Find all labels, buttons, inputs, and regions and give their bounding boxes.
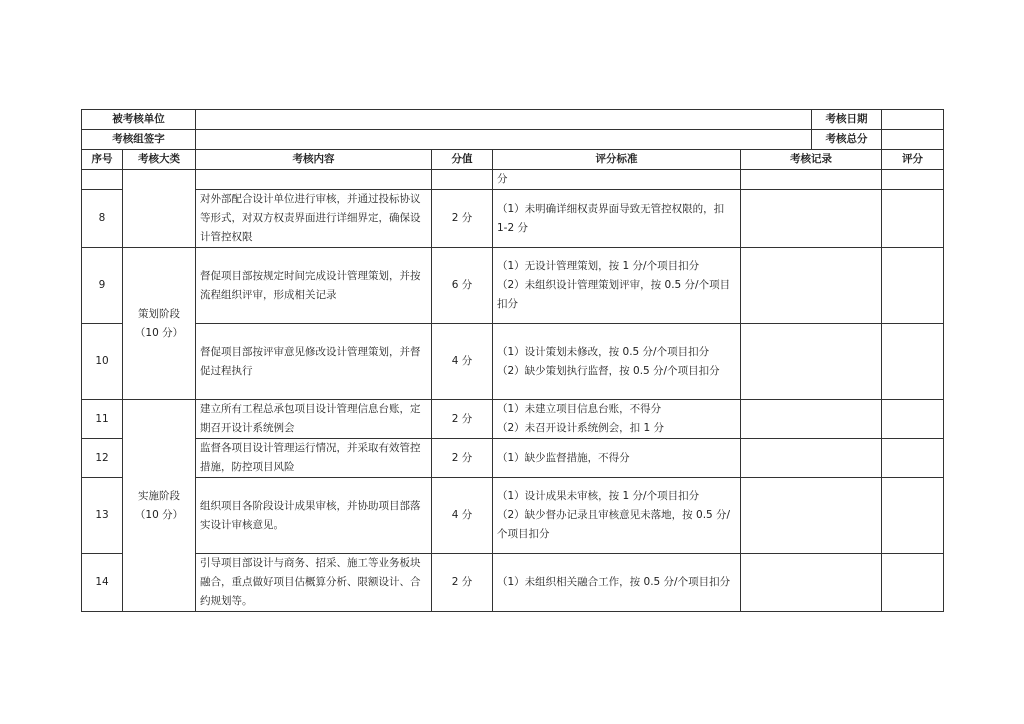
- row-score: 2 分: [432, 400, 493, 439]
- criteria-line: （1）未组织相关融合工作，按 0.5 分/个项目扣分: [497, 576, 731, 588]
- criteria-line: （1）缺少监督措施，不得分: [497, 451, 630, 464]
- category-cell-implementation: [123, 400, 196, 612]
- col-index: 序号: [82, 150, 123, 170]
- table-row: [82, 439, 944, 478]
- row-score: 4 分: [432, 478, 493, 554]
- row-record[interactable]: [741, 554, 882, 612]
- row-index: 9: [82, 248, 123, 324]
- assessment-table: [81, 109, 944, 612]
- criteria-line: （2）缺少策划执行监督，按 0.5 分/个项目扣分: [497, 364, 720, 377]
- row-score: [432, 170, 493, 190]
- row-rating[interactable]: [882, 248, 944, 324]
- row-rating[interactable]: [882, 190, 944, 248]
- stage-points: （10 分）: [134, 508, 184, 521]
- stage-points: （10 分）: [134, 326, 184, 339]
- row-index: 11: [82, 400, 123, 439]
- unit-value[interactable]: [196, 110, 812, 130]
- category-cell-planning: [123, 248, 196, 400]
- sign-value[interactable]: [196, 130, 812, 150]
- row-record[interactable]: [741, 248, 882, 324]
- row-record[interactable]: [741, 324, 882, 400]
- criteria-line: （1）未明确详细权责界面导致无管控权限的，扣 1-2 分: [497, 202, 725, 234]
- table-row: [82, 400, 944, 439]
- row-rating[interactable]: [882, 554, 944, 612]
- row-index: 10: [82, 324, 123, 400]
- criteria-line: （1）无设计管理策划，按 1 分/个项目扣分: [497, 260, 700, 272]
- row-index: 13: [82, 478, 123, 554]
- column-header-row: [82, 150, 944, 170]
- row-rating[interactable]: [882, 170, 944, 190]
- row-content: [196, 170, 432, 190]
- row-rating[interactable]: [882, 439, 944, 478]
- row-record[interactable]: [741, 478, 882, 554]
- total-value[interactable]: [882, 130, 944, 150]
- row-content: 建立所有工程总承包项目设计管理信息台账，定期召开设计系统例会: [196, 400, 432, 439]
- row-record[interactable]: [741, 400, 882, 439]
- date-value[interactable]: [882, 110, 944, 130]
- criteria-line: （2）未组织设计管理策划评审，按 0.5 分/个项目扣分: [497, 279, 731, 310]
- row-index: [82, 170, 123, 190]
- row-record[interactable]: [741, 170, 882, 190]
- col-criteria: 评分标准: [493, 150, 741, 170]
- row-record[interactable]: [741, 190, 882, 248]
- row-index: 12: [82, 439, 123, 478]
- row-record[interactable]: [741, 439, 882, 478]
- stage-name: 实施阶段: [138, 489, 180, 502]
- criteria-line: （2）缺少督办记录且审核意见未落地，按 0.5 分/个项目扣分: [497, 509, 731, 540]
- date-label: 考核日期: [812, 110, 882, 130]
- row-criteria: [493, 324, 741, 400]
- category-cell-prev: [123, 170, 196, 248]
- col-content: 考核内容: [196, 150, 432, 170]
- row-score: 2 分: [432, 439, 493, 478]
- table-row-continuation: [82, 170, 944, 190]
- criteria-line: （1）未建立项目信息台账，不得分: [497, 403, 662, 415]
- col-record: 考核记录: [741, 150, 882, 170]
- sign-label: 考核组签字: [82, 130, 196, 150]
- stage-name: 策划阶段: [138, 307, 180, 320]
- row-index: 8: [82, 190, 123, 248]
- row-score: 6 分: [432, 248, 493, 324]
- col-rating: 评分: [882, 150, 944, 170]
- row-criteria: 分: [493, 170, 741, 190]
- row-rating[interactable]: [882, 478, 944, 554]
- row-criteria: [493, 478, 741, 554]
- table-row: [82, 248, 944, 324]
- row-criteria: [493, 248, 741, 324]
- row-criteria: [493, 554, 741, 612]
- unit-label: 被考核单位: [82, 110, 196, 130]
- row-content: 对外部配合设计单位进行审核，并通过投标协议等形式，对双方权责界面进行详细界定，确保设计管控权限: [196, 190, 432, 248]
- row-score: 2 分: [432, 190, 493, 248]
- table-row: [82, 190, 944, 248]
- criteria-line: （1）设计策划未修改，按 0.5 分/个项目扣分: [497, 345, 710, 358]
- row-criteria: [493, 400, 741, 439]
- info-row-sign: [82, 130, 944, 150]
- table-row: [82, 478, 944, 554]
- criteria-line: （1）设计成果未审核，按 1 分/个项目扣分: [497, 490, 700, 502]
- col-score: 分值: [432, 150, 493, 170]
- row-index: 14: [82, 554, 123, 612]
- row-criteria: [493, 190, 741, 248]
- row-content: 引导项目部设计与商务、招采、施工等业务板块融合，重点做好项目估概算分析、限额设计、合约规划等。: [196, 554, 432, 612]
- criteria-line: （2）未召开设计系统例会，扣 1 分: [497, 422, 665, 434]
- table-row: [82, 554, 944, 612]
- row-content: 督促项目部按评审意见修改设计管理策划，并督促过程执行: [196, 324, 432, 400]
- total-label: 考核总分: [812, 130, 882, 150]
- row-content: 监督各项目设计管理运行情况，并采取有效管控措施，防控项目风险: [196, 439, 432, 478]
- row-content: 督促项目部按规定时间完成设计管理策划，并按流程组织评审，形成相关记录: [196, 248, 432, 324]
- table-row: [82, 324, 944, 400]
- info-row-unit: [82, 110, 944, 130]
- row-rating[interactable]: [882, 324, 944, 400]
- row-criteria: [493, 439, 741, 478]
- row-score: 4 分: [432, 324, 493, 400]
- row-rating[interactable]: [882, 400, 944, 439]
- row-content: 组织项目各阶段设计成果审核，并协助项目部落实设计审核意见。: [196, 478, 432, 554]
- col-category: 考核大类: [123, 150, 196, 170]
- row-score: 2 分: [432, 554, 493, 612]
